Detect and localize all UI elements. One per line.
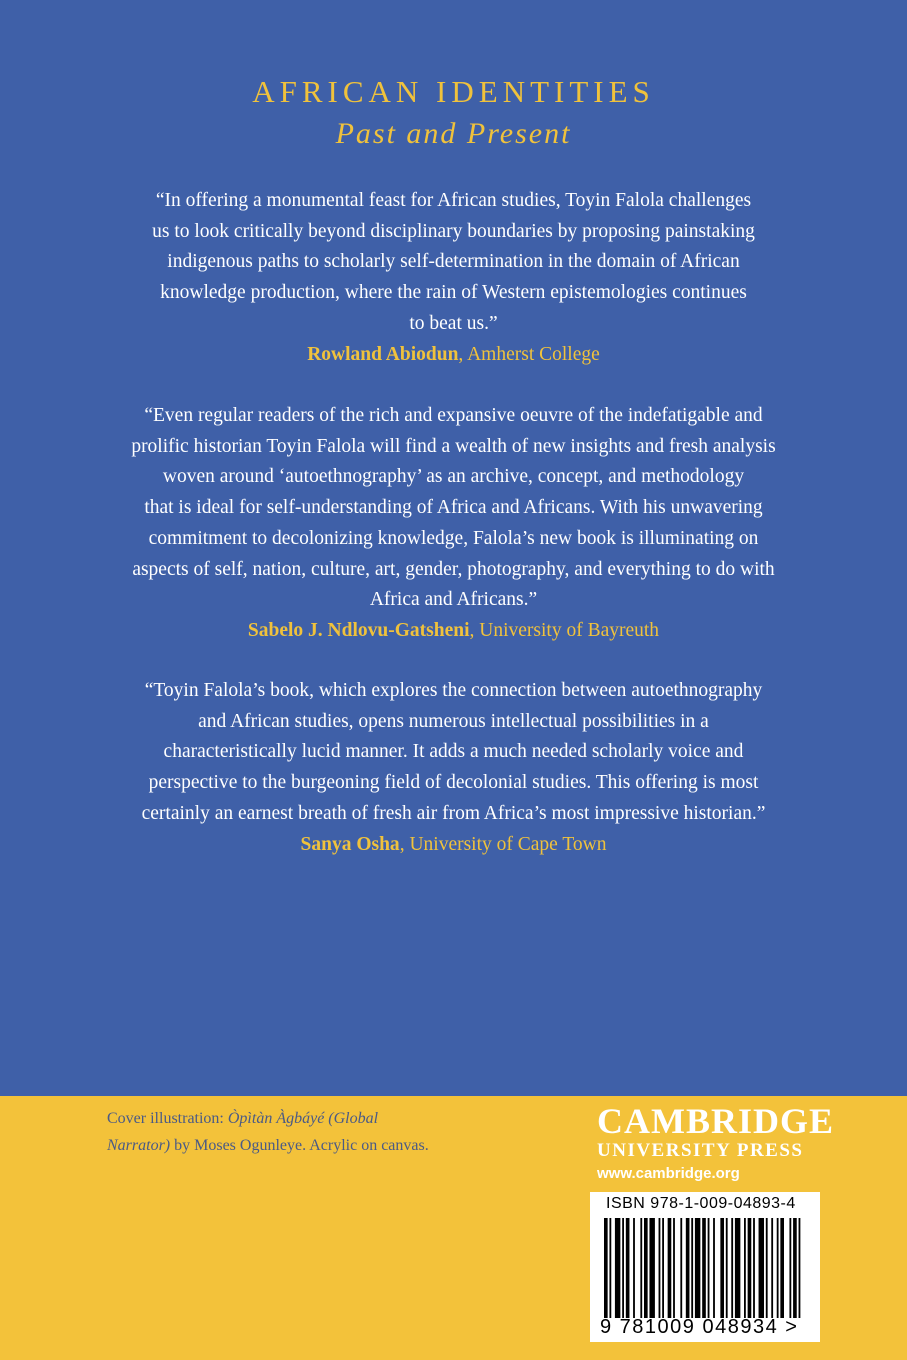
barcode-bar bbox=[622, 1218, 624, 1318]
barcode-bar bbox=[626, 1218, 630, 1318]
credit-prefix: Cover illustration: bbox=[107, 1110, 228, 1127]
barcode-digits: 9 781009 048934 > bbox=[600, 1316, 799, 1338]
barcode-bar bbox=[615, 1218, 620, 1318]
endorsement-attribution bbox=[60, 340, 847, 371]
series-subtitle: Past and Present bbox=[335, 117, 572, 150]
artwork-title-continued: Narrator) bbox=[107, 1137, 171, 1154]
endorser-affiliation: , University of Bayreuth bbox=[469, 619, 660, 641]
endorsement-line: perspective to the burgeoning field of decolonial studies. This offering is most bbox=[148, 772, 759, 794]
barcode-bar bbox=[680, 1218, 682, 1318]
endorsement-1 bbox=[60, 186, 847, 370]
endorsement-3 bbox=[60, 676, 847, 860]
barcode-bar bbox=[720, 1218, 724, 1318]
barcode-bar bbox=[668, 1218, 672, 1318]
endorsement-line: us to look critically beyond disciplinary boundaries by proposing painstaking bbox=[152, 220, 755, 242]
endorsement-line: aspects of self, nation, culture, art, gender, photography, and everything to do with bbox=[132, 558, 775, 580]
endorser-name: Sanya Osha bbox=[300, 833, 400, 855]
barcode-bar bbox=[789, 1218, 791, 1318]
barcode-bar bbox=[748, 1218, 752, 1318]
endorsement-line: “Even regular readers of the rich and expansive oeuvre of the indefatigable and bbox=[144, 405, 763, 426]
barcode-bar bbox=[735, 1218, 740, 1318]
isbn-barcode bbox=[590, 1192, 820, 1342]
publisher-subtitle: UNIVERSITY PRESS bbox=[597, 1140, 804, 1161]
barcode-bar bbox=[695, 1218, 700, 1318]
endorsement-line: characteristically lucid manner. It adds a much needed scholarly voice and bbox=[163, 741, 744, 763]
barcode-bar bbox=[604, 1218, 608, 1318]
barcode-bar bbox=[753, 1218, 755, 1318]
publisher-logo bbox=[597, 1103, 837, 1185]
publisher-url: www.cambridge.org bbox=[597, 1165, 740, 1182]
barcode-bar bbox=[644, 1218, 648, 1318]
series-title: AFRICAN IDENTITIES bbox=[252, 74, 655, 109]
barcode-bar bbox=[726, 1218, 728, 1318]
barcode-bar bbox=[799, 1218, 801, 1318]
endorsement-line: Africa and Africans.” bbox=[369, 589, 538, 611]
credit-suffix: by Moses Ogunleye. Acrylic on canvas. bbox=[170, 1137, 429, 1154]
isbn-label: ISBN 978-1-009-04893-4 bbox=[606, 1195, 796, 1212]
endorser-affiliation: , University of Cape Town bbox=[399, 833, 607, 855]
barcode-bar bbox=[713, 1218, 715, 1318]
endorsement-line: indigenous paths to scholarly self-determination in the domain of African bbox=[167, 251, 740, 273]
endorsement-attribution bbox=[60, 616, 847, 647]
barcode-bars bbox=[604, 1218, 804, 1318]
barcode-bar bbox=[659, 1218, 661, 1318]
endorsement-line: woven around ‘autoethnography’ as an archive, concept, and methodology bbox=[162, 466, 745, 488]
endorsement-line: prolific historian Toyin Falola will find a wealth of new insights and fresh analysis bbox=[131, 435, 776, 457]
endorsement-2 bbox=[60, 401, 847, 647]
barcode-bar bbox=[777, 1218, 779, 1318]
barcode-bar bbox=[793, 1218, 797, 1318]
barcode-bar bbox=[686, 1218, 690, 1318]
cover-illustration-credit bbox=[107, 1105, 487, 1159]
endorsement-line: certainly an earnest breath of fresh air from Africa’s most impressive historian.” bbox=[141, 802, 766, 824]
artwork-title: Òpìtàn Àgbáyé (Global bbox=[227, 1110, 379, 1127]
barcode-bar bbox=[649, 1218, 654, 1318]
barcode-bar bbox=[744, 1218, 746, 1318]
endorsement-line: “Toyin Falola’s book, which explores the connection between autoethnography bbox=[144, 680, 763, 701]
endorsement-line: to beat us.” bbox=[409, 312, 498, 334]
publisher-name: CAMBRIDGE bbox=[597, 1101, 835, 1141]
barcode-bar bbox=[633, 1218, 635, 1318]
barcode-bar bbox=[708, 1218, 710, 1318]
endorser-name: Rowland Abiodun bbox=[307, 343, 459, 365]
barcode-bar bbox=[702, 1218, 706, 1318]
endorsement-line: “In offering a monumental feast for African studies, Toyin Falola challenges bbox=[155, 190, 752, 211]
barcode-bar bbox=[759, 1218, 764, 1318]
barcode-bar bbox=[673, 1218, 675, 1318]
endorser-affiliation: , Amherst College bbox=[458, 343, 600, 365]
endorser-name: Sabelo J. Ndlovu-Gatsheni bbox=[247, 619, 470, 641]
endorsement-line: that is ideal for self-understanding of Africa and Africans. With his unwavering bbox=[144, 497, 763, 519]
barcode-bar bbox=[609, 1218, 611, 1318]
endorsement-attribution bbox=[60, 830, 847, 861]
barcode-bar bbox=[640, 1218, 642, 1318]
barcode-bar bbox=[780, 1218, 784, 1318]
barcode-bar bbox=[731, 1218, 733, 1318]
barcode-bar bbox=[766, 1218, 768, 1318]
endorsement-line: knowledge production, where the rain of Western epistemologies continues bbox=[160, 282, 747, 304]
endorsement-line: commitment to decolonizing knowledge, Falola’s new book is illuminating on bbox=[148, 527, 759, 549]
barcode-bar bbox=[662, 1218, 664, 1318]
endorsement-line: and African studies, opens numerous intellectual possibilities in a bbox=[198, 710, 709, 732]
barcode-bar bbox=[771, 1218, 773, 1318]
barcode-bar bbox=[691, 1218, 693, 1318]
